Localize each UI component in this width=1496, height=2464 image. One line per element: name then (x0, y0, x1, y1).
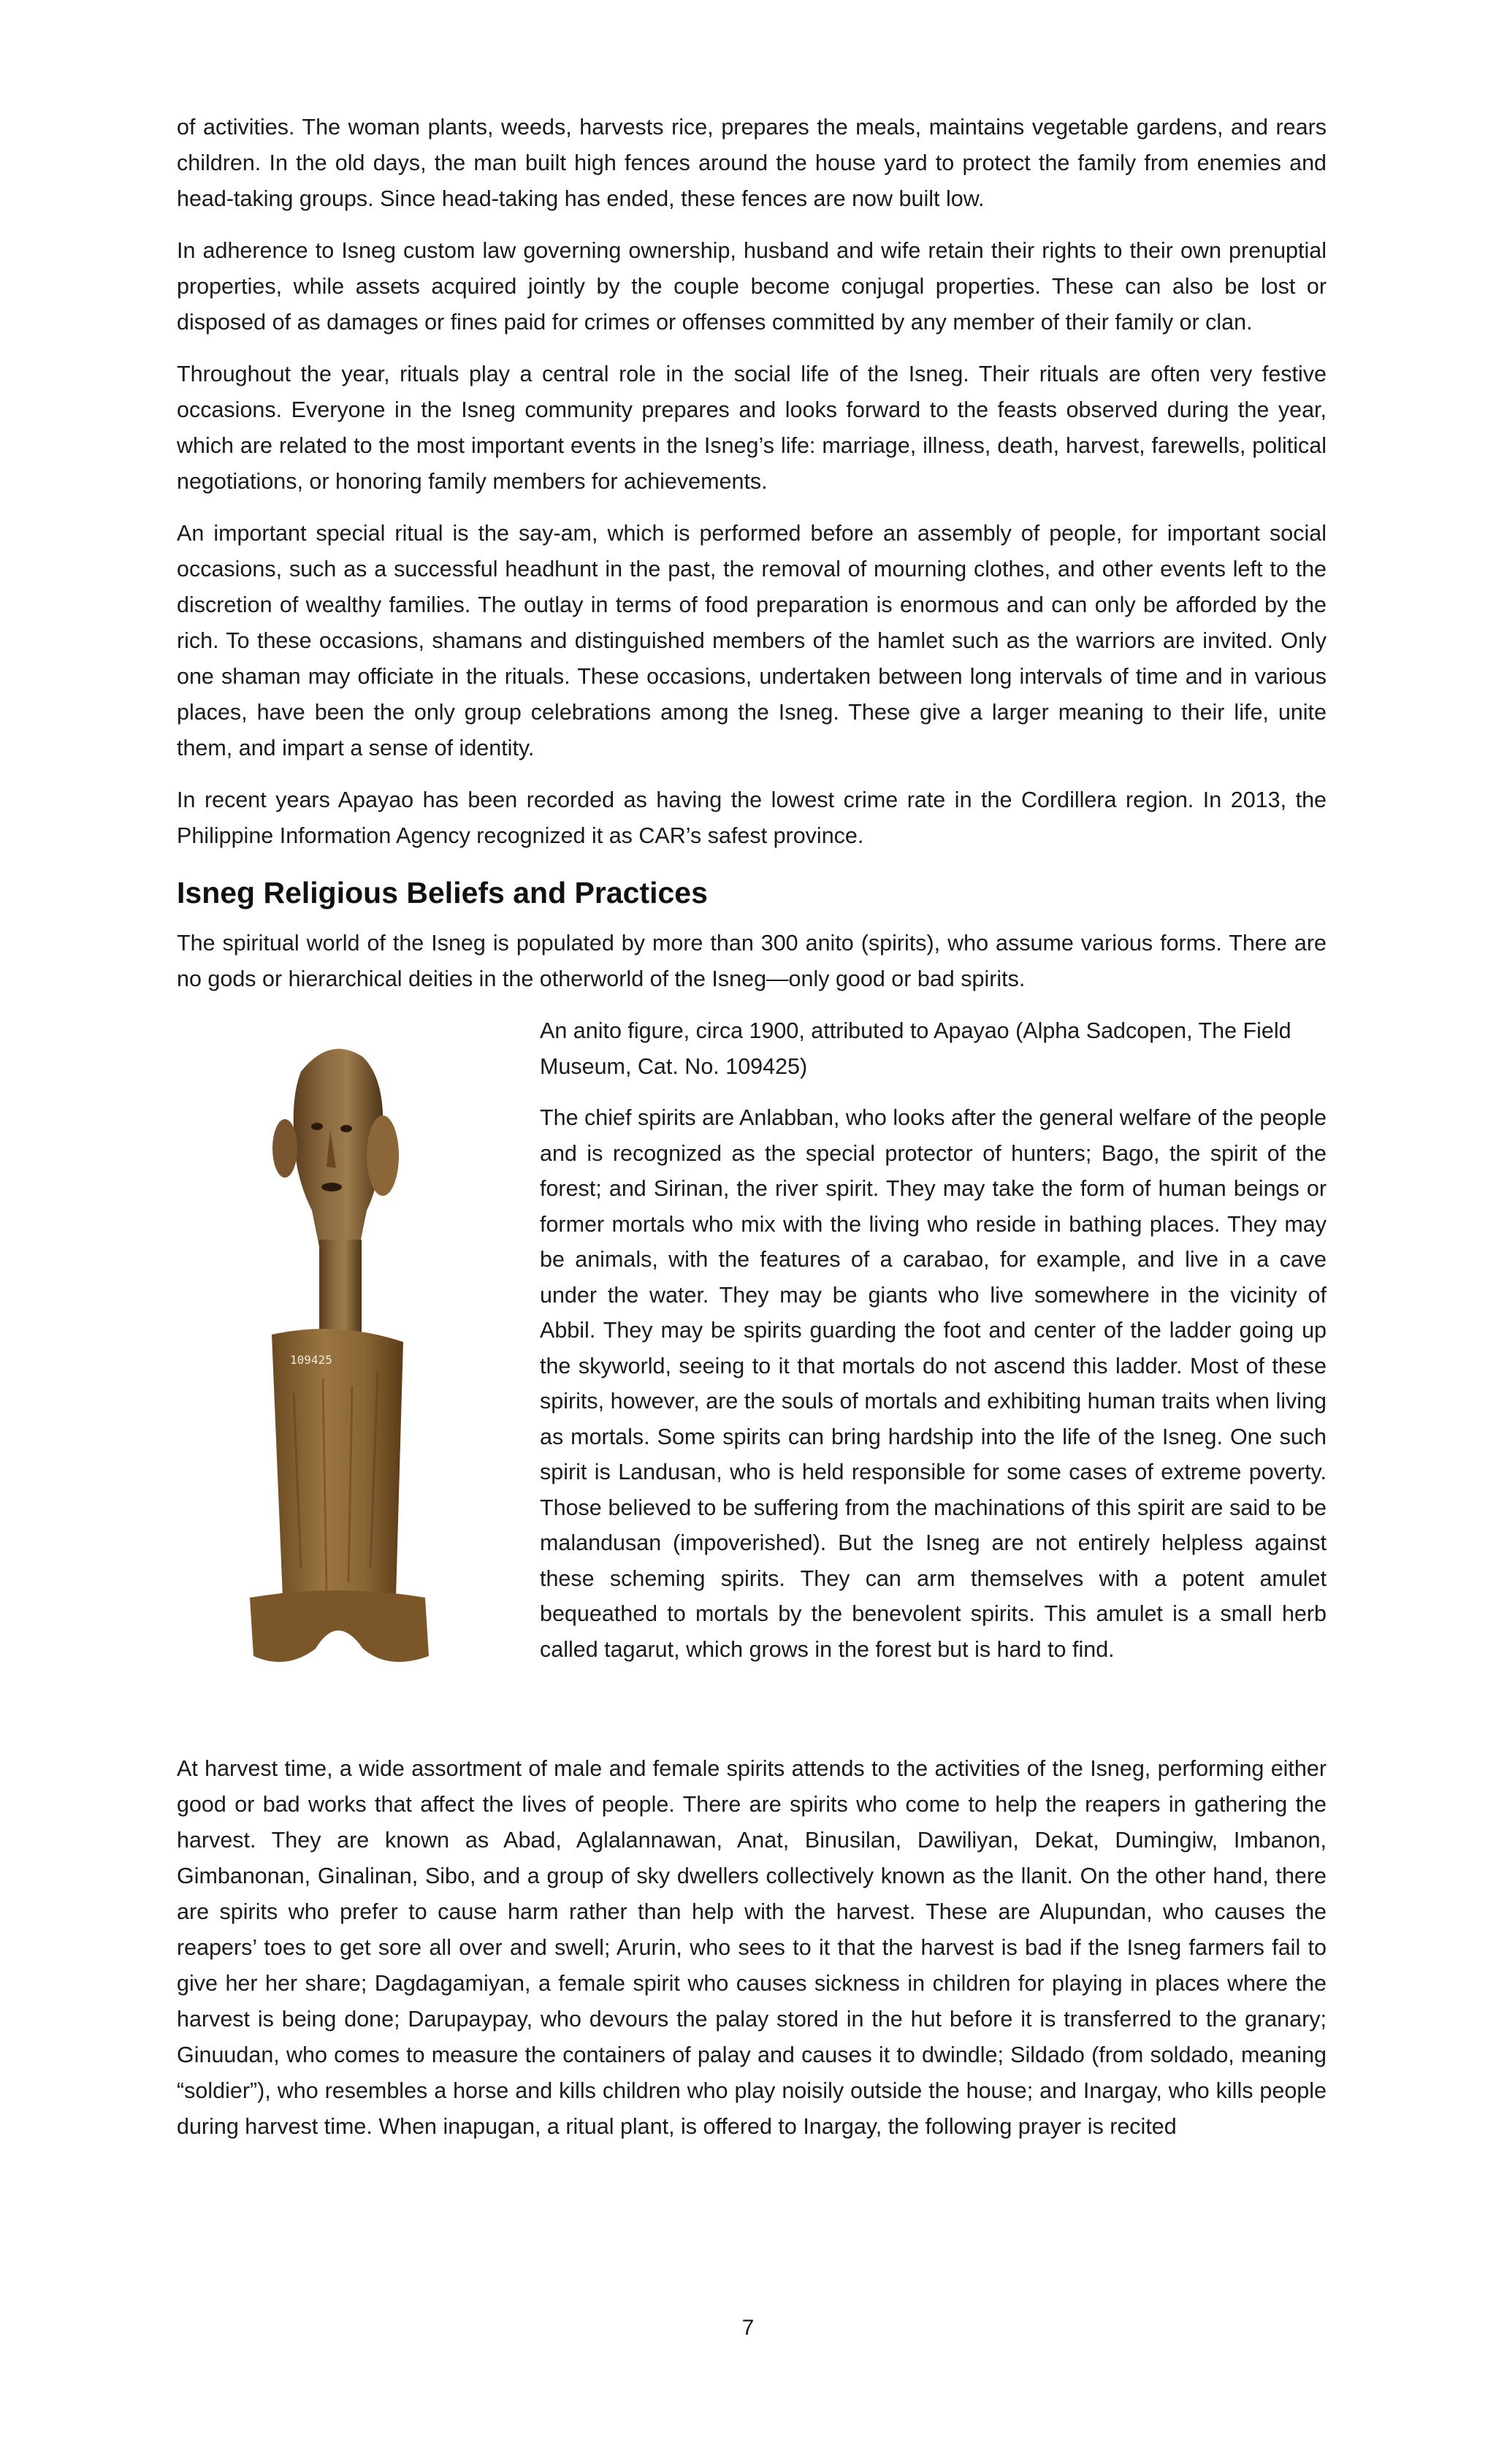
page-content (177, 110, 1327, 2161)
section-heading: Isneg Religious Beliefs and Practices (177, 876, 708, 909)
paragraph-spiritual-world: The spiritual world of the Isneg is populated by more than 300 anito (spirits), who assume various forms. There are no gods or hierarchical deities in the otherworld of the Isneg—only good or bad spirits. (177, 931, 1327, 991)
figure-caption: An anito figure, circa 1900, attributed to Apayao (Alpha Sadcopen, The Field Museum, Cat. No. 109425) (540, 1018, 1291, 1079)
figure-side-text (540, 1013, 1327, 1683)
paragraph-chief-spirits: The chief spirits are Anlabban, who looks after the general welfare of the people and is recognized as the special protector of hunters; Bago, the spirit of the forest; and Sirinan, the river spirit. They may take the form of human beings or former mortals who mix with the living who reside in bathing places. They may be animals, with the features of a carabao, for example, and live in a cave under the water. They may be giants who live somewhere in the vicinity of Abbil. They may be spirits guarding the foot and center of the ladder going up the skyworld, seeing to it that mortals do not ascend this ladder. Most of these spirits, however, are the souls of mortals and exhibiting human traits when living as mortals. Some spirits can bring hardship into the life of the Isneg. One such spirit is Landusan, who is held responsible for some cases of extreme poverty. Those believed to be suffering from the machinations of this spirit are said to be malandusan (impoverished). But the Isneg are not entirely helpless against these scheming spirits. They can arm themselves with a potent amulet bequeathed to mortals by the benevolent spirits. This amulet is a small herb called tagarut, which grows in the forest but is hard to find. (540, 1105, 1327, 1662)
paragraph-division-of-labor: of activities. The woman plants, weeds, harvests rice, prepares the meals, maintains vegetable gardens, and rears children. In the old days, the man built high fences around the house yard to protect the family from enemies and head-taking groups. Since head-taking has ended, these fences are now built low. (177, 115, 1327, 211)
catalog-tag-text: 109425 (290, 1353, 332, 1367)
figure-block (177, 1013, 1327, 1751)
paragraph-property-law: In adherence to Isneg custom law governing ownership, husband and wife retain their rights to their own prenuptial properties, while assets acquired jointly by the couple become conjugal properties. These can also be lost or disposed of as damages or fines paid for crimes or offenses committed by any member of their family or clan. (177, 238, 1327, 335)
paragraph-crime-rate: In recent years Apayao has been recorded as having the lowest crime rate in the Cordillera region. In 2013, the Philippine Information Agency recognized it as CAR’s safest province. (177, 787, 1327, 848)
page-number: 7 (741, 2316, 755, 2340)
anito-figure-image (221, 1028, 462, 1685)
paragraph-say-am: An important special ritual is the say-am, which is performed before an assembly of people, for important social occasions, such as a successful headhunt in the past, the removal of mourning clothes, and other events left to the discretion of wealthy families. The outlay in terms of food preparation is enormous and can only be afforded by the rich. To these occasions, shamans and distinguished members of the hamlet such as the warriors are invited. Only one shaman may officiate in the rituals. These occasions, undertaken between long intervals of time and in various places, have been the only group celebrations among the Isneg. These give a larger meaning to their life, unite them, and impart a sense of identity. (177, 521, 1327, 760)
paragraph-harvest-spirits: At harvest time, a wide assortment of male and female spirits attends to the activities of the Isneg, performing either good or bad works that affect the lives of people. There are spirits who come to help the reapers in gathering the harvest. They are known as Abad, Aglalannawan, Anat, Binusilan, Dawiliyan, Dekat, Dumingiw, Imbanon, Gimbanonan, Ginalinan, Sibo, and a group of sky dwellers collectively known as the llanit. On the other hand, there are spirits who prefer to cause harm rather than help with the harvest. These are Alupundan, who causes the reapers’ toes to get sore all over and swell; Arurin, who sees to it that the harvest is bad if the Isneg farmers fail to give her her share; Dagdagamiyan, a female spirit who causes sickness in children for playing in places where the harvest is being done; Darupaypay, who devours the palay stored in the hut before it is transferred to the granary; Ginuudan, who comes to measure the containers of palay and causes it to dwindle; Sildado (from soldado, meaning “soldier”), who resembles a horse and kills children who play noisily outside the house; and Inargay, who kills people during harvest time. When inapugan, a ritual plant, is offered to Inargay, the following prayer is recited (177, 1756, 1327, 2139)
paragraph-rituals: Throughout the year, rituals play a central role in the social life of the Isneg. Their rituals are often very festive occasions. Everyone in the Isneg community prepares and looks forward to the feasts observed during the year, which are related to the most important events in the Isneg’s life: marriage, illness, death, harvest, farewells, political negotiations, or honoring family members for achievements. (177, 362, 1327, 494)
